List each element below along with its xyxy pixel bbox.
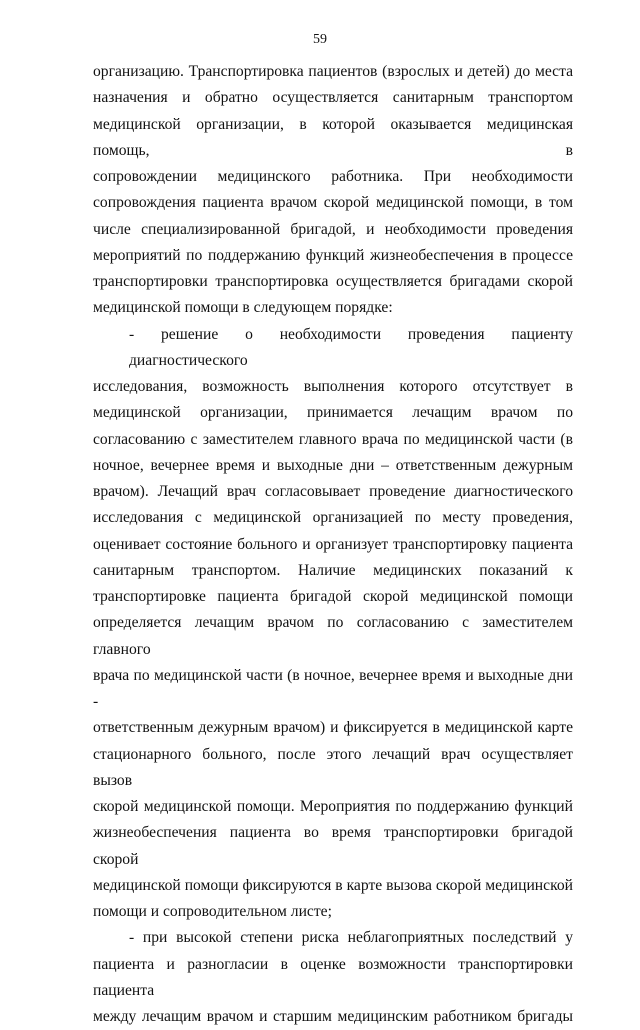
page-number: 59 <box>313 32 327 47</box>
text-line: мероприятий по поддержанию функций жизнеобеспечения в процессе <box>93 246 573 264</box>
text-line: исследования с медицинской организацией по месту проведения, <box>93 509 573 527</box>
text-line: пациента и разногласии в оценке возможности транспортировки пациента <box>93 955 573 999</box>
text-line: скорой медицинской помощи. Мероприятия по поддержанию функций <box>93 798 573 815</box>
paragraph-risk-disagreement <box>93 925 573 1030</box>
text-line: медицинской помощи в следующем порядке: <box>93 299 393 317</box>
text-line: сопровождении медицинского работника. При необходимости <box>93 168 573 185</box>
text-line: санитарным транспортом. Наличие медицинских показаний к <box>93 561 573 579</box>
text-line: числе специализированной бригадой, и необходимости проведения <box>93 220 573 238</box>
text-line: организацию. Транспортировка пациентов (взрослых и детей) до места <box>93 63 573 80</box>
text-line: оценивает состояние больного и организует транспортировку пациента <box>93 535 573 553</box>
text-line: помощи и сопроводительном листе; <box>93 903 332 920</box>
paragraph-transport-intro <box>93 59 573 322</box>
text-line: - при высокой степени риска неблагоприятных последствий у <box>129 929 573 947</box>
text-line: согласованию с заместителем главного врача по медицинской части (в <box>93 430 573 448</box>
text-line: жизнеобеспечения пациента во время транспортировки бригадой скорой <box>93 824 573 868</box>
text-line: медицинской организации, принимается лечащим врачом по <box>93 404 573 422</box>
text-line: ночное, вечернее время и выходные дни – ответственным дежурным <box>93 456 573 474</box>
paragraph-diagnostic-decision <box>93 322 573 926</box>
text-line: транспортировки транспортировка осуществляется бригадами скорой <box>93 273 573 290</box>
text-line: назначения и обратно осуществляется санитарным транспортом <box>93 89 573 107</box>
text-line: врачом). Лечащий врач согласовывает проведение диагностического <box>93 483 573 500</box>
text-line: врача по медицинской части (в ночное, вечернее время и выходные дни - <box>93 666 573 710</box>
text-line: исследования, возможность выполнения которого отсутствует в <box>93 378 573 395</box>
text-line: сопровождения пациента врачом скорой медицинской помощи, в том <box>93 194 573 212</box>
text-line: - решение о необходимости проведения пациенту диагностического <box>129 325 573 369</box>
text-line: ответственным дежурным врачом) и фиксируется в медицинской карте <box>93 719 573 737</box>
text-line: между лечащим врачом и старшим медицинским работником бригады <box>93 1008 573 1025</box>
body-text <box>93 59 573 1030</box>
text-line: медицинской организации, в которой оказывается медицинская помощь, в <box>93 115 573 159</box>
text-line: медицинской помощи фиксируются в карте вызова скорой медицинской <box>93 876 573 894</box>
text-line: определяется лечащим врачом по согласованию с заместителем главного <box>93 614 573 658</box>
text-line: транспортировке пациента бригадой скорой медицинской помощи <box>93 588 573 605</box>
text-line: стационарного больного, после этого лечащий врач осуществляет вызов <box>93 745 573 789</box>
